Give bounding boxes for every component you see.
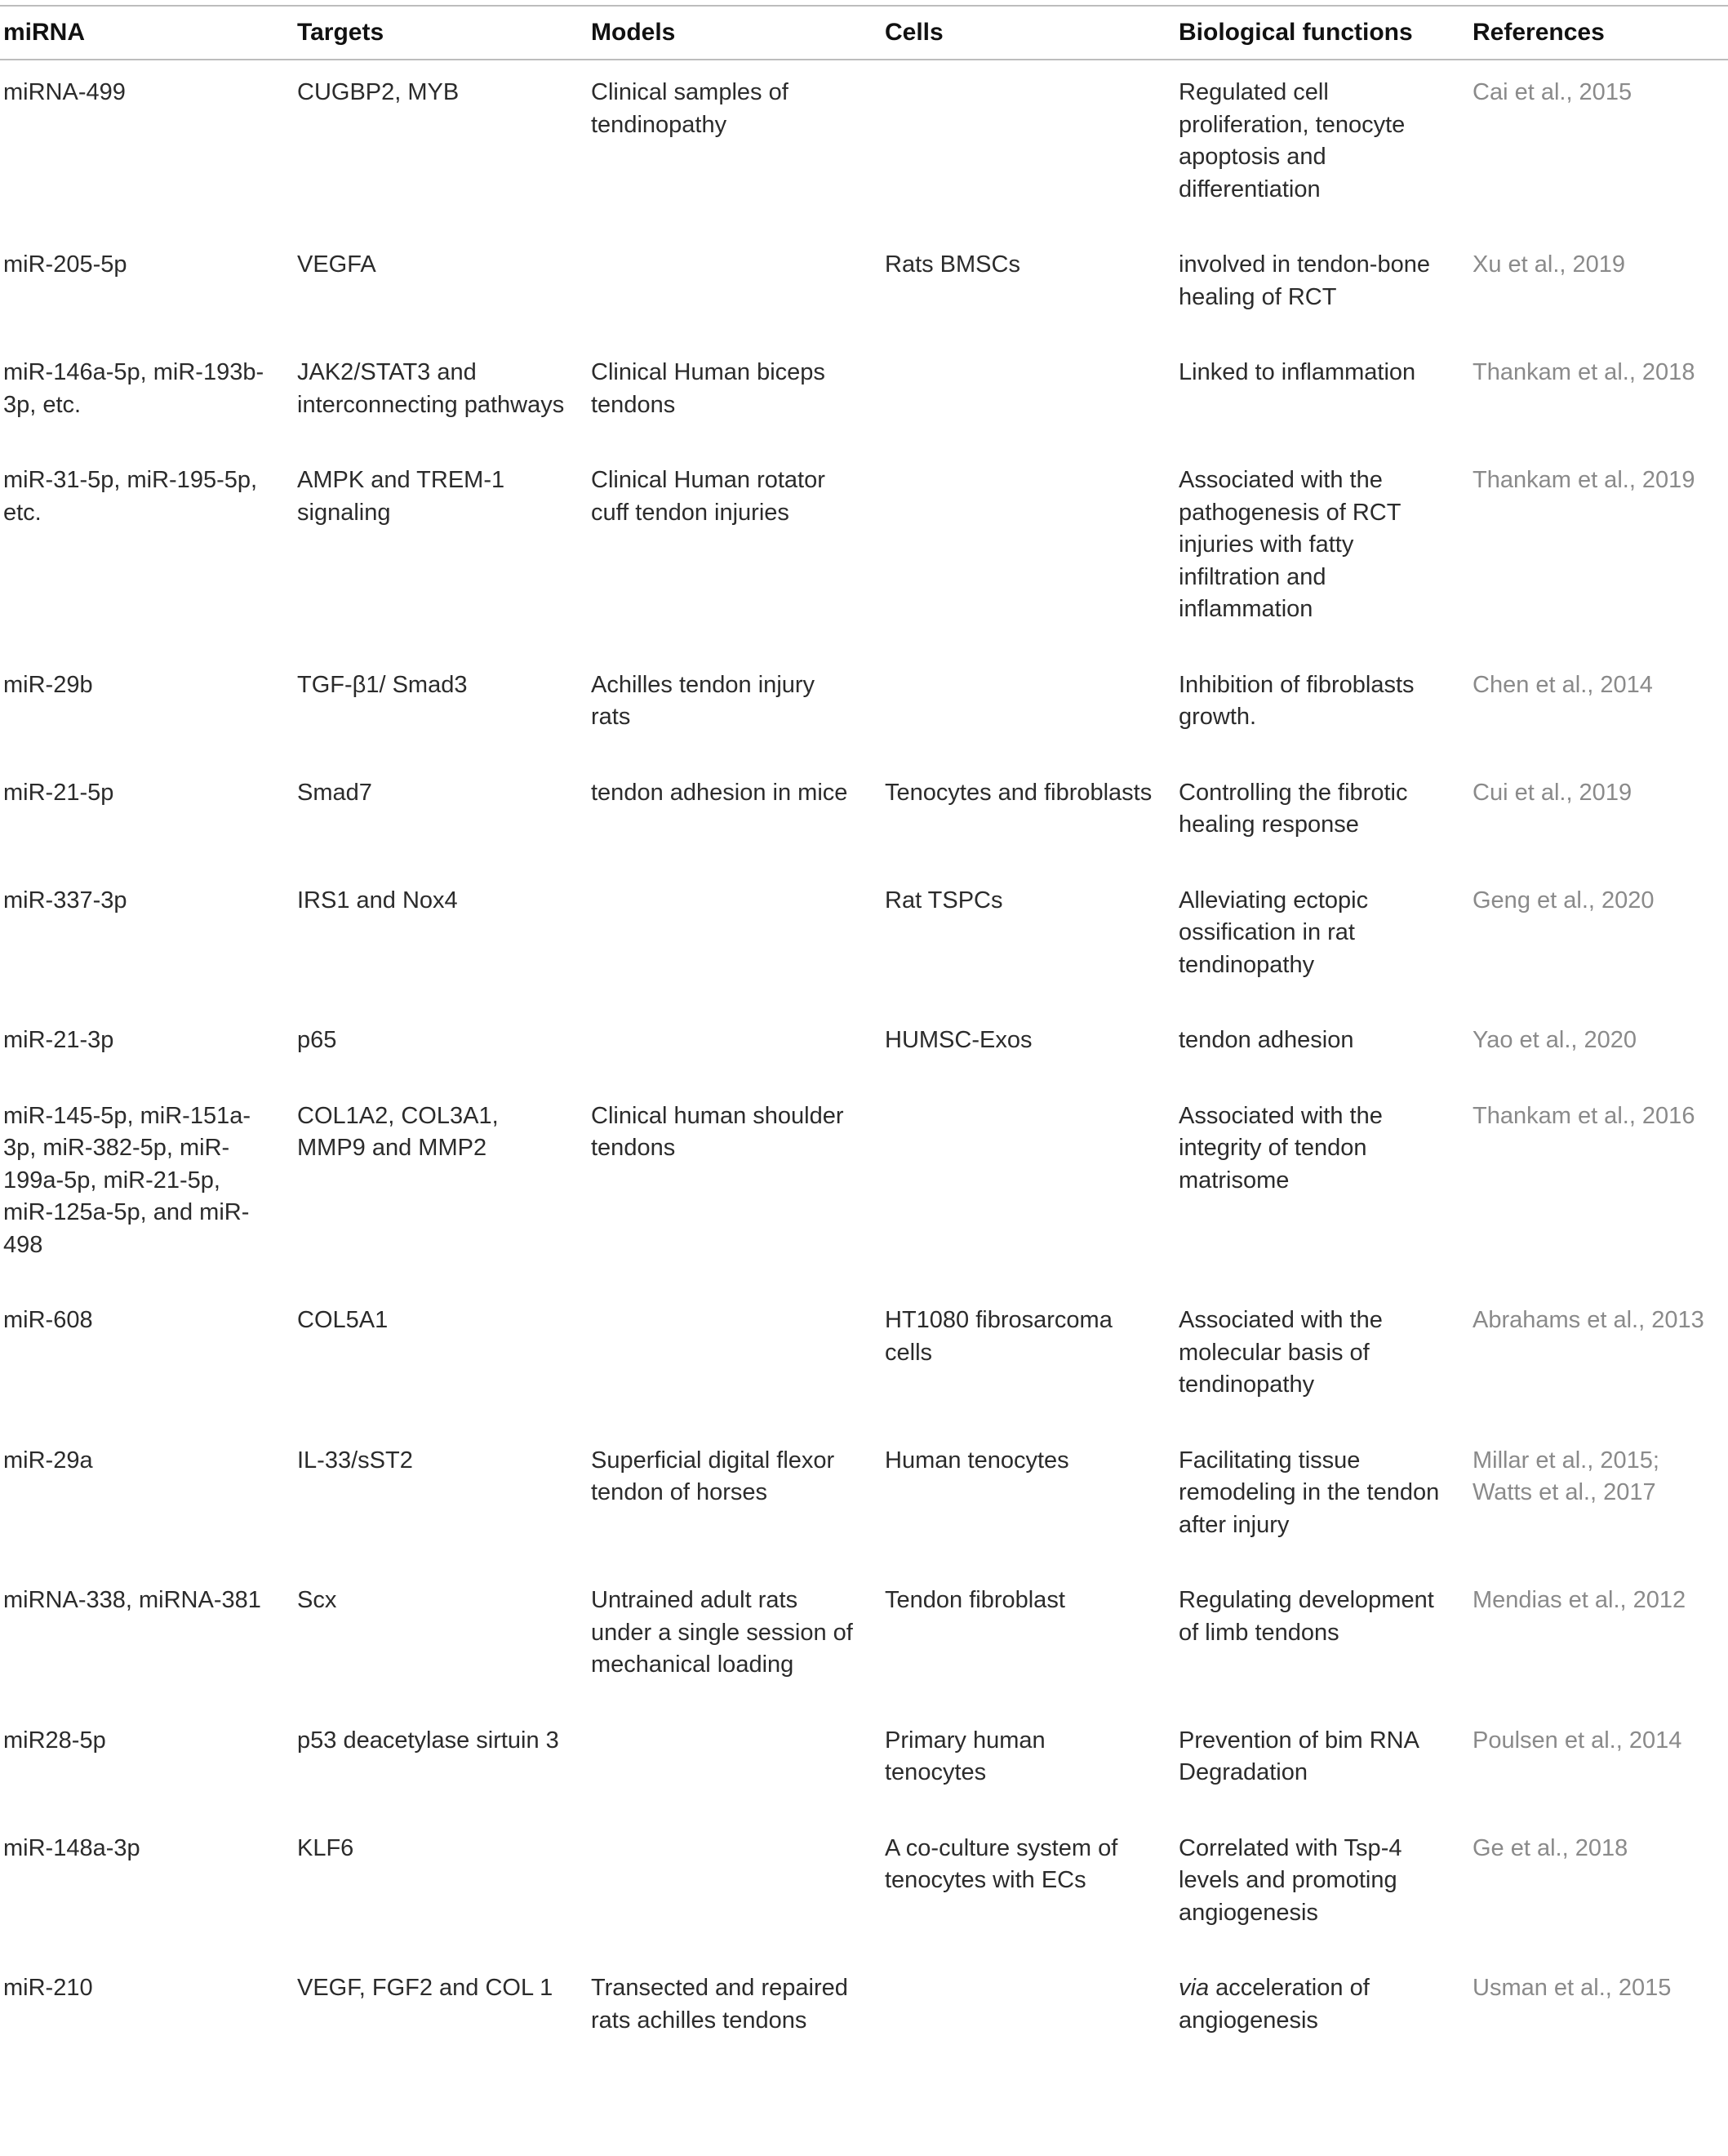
cell-mirna: miR-31-5p, miR-195-5p, etc. (3, 467, 258, 526)
cell-reference-link[interactable]: Chen et al., 2014 (1473, 671, 1653, 698)
header-models: Models (591, 19, 676, 46)
cell-mirna: miR-21-5p (3, 779, 114, 806)
cell-functions: Associated with the molecular basis of tendinopathy (1179, 1307, 1383, 1398)
table-row (0, 1430, 1728, 1571)
cell-models: Superficial digital flexor tendon of horses (591, 1447, 835, 1505)
cell-cells: A co-culture system of tenocytes with ECs (885, 1834, 1118, 1893)
cell-mirna: miRNA-499 (3, 79, 126, 105)
cell-cells: Tendon fibroblast (885, 1587, 1065, 1613)
cell-models: Transected and repaired rats achilles tendons (591, 1975, 848, 2034)
cell-cells (882, 342, 1175, 450)
cell-reference-link[interactable]: Yao et al., 2020 (1473, 1027, 1637, 1053)
cell-models: Clinical samples of tendinopathy (591, 79, 788, 138)
cell-cells (882, 655, 1175, 762)
table-row (0, 1958, 1728, 2065)
cell-mirna: miR-148a-3p (3, 1834, 140, 1861)
cell-functions: Associated with the pathogenesis of RCT injuries with fatty infiltration and inflammation (1179, 467, 1401, 622)
cell-functions: Facilitating tissue remodeling in the tendon after injury (1179, 1447, 1440, 1538)
cell-mirna: miR-608 (3, 1307, 93, 1333)
cell-functions: Regulating development of limb tendons (1179, 1587, 1434, 1646)
cell-targets: VEGFA (297, 251, 376, 278)
table-body (0, 59, 1728, 2065)
cell-targets: IRS1 and Nox4 (297, 887, 458, 914)
cell-reference-link[interactable]: Mendias et al., 2012 (1473, 1587, 1686, 1613)
cell-cells: HT1080 fibrosarcoma cells (885, 1307, 1113, 1366)
cell-models: tendon adhesion in mice (591, 779, 848, 806)
cell-reference-link[interactable]: Xu et al., 2019 (1473, 251, 1626, 278)
table-row (0, 59, 1728, 234)
cell-targets: Smad7 (297, 779, 372, 806)
cell-cells: Human tenocytes (885, 1447, 1069, 1474)
cell-targets: COL5A1 (297, 1307, 389, 1333)
cell-models (588, 870, 882, 1011)
cell-targets: IL-33/sST2 (297, 1447, 413, 1474)
cell-cells (882, 1086, 1175, 1291)
table-row (0, 762, 1728, 870)
cell-models: Untrained adult rats under a single session of mechanical loading (591, 1587, 853, 1678)
cell-reference-link[interactable]: Thankam et al., 2019 (1473, 467, 1695, 493)
cell-models: Clinical Human rotator cuff tendon injuries (591, 467, 825, 526)
header-mirna: miRNA (3, 19, 86, 46)
cell-functions-italic: via (1179, 1975, 1210, 2001)
cell-functions: Regulated cell proliferation, tenocyte apoptosis and differentiation (1179, 79, 1406, 202)
cell-targets: JAK2/STAT3 and interconnecting pathways (297, 359, 565, 418)
cell-functions-rest: acceleration of angiogenesis (1179, 1975, 1370, 2034)
header-references: References (1473, 19, 1605, 46)
cell-mirna: miR-29a (3, 1447, 93, 1474)
cell-reference-link[interactable]: Millar et al., 2015; Watts et al., 2017 (1473, 1447, 1659, 1505)
cell-mirna: miR-337-3p (3, 887, 127, 914)
cell-mirna: miR-146a-5p, miR-193b-3p, etc. (3, 359, 264, 418)
cell-functions: involved in tendon-bone healing of RCT (1179, 251, 1430, 310)
table-header-row (0, 7, 1728, 59)
table-row (0, 870, 1728, 1011)
header-biological-functions: Biological functions (1179, 19, 1413, 46)
cell-cells: HUMSC-Exos (885, 1027, 1033, 1053)
cell-models: Clinical Human biceps tendons (591, 359, 825, 418)
cell-mirna: miRNA-338, miRNA-381 (3, 1587, 261, 1613)
cell-mirna: miR-21-3p (3, 1027, 114, 1053)
cell-reference-link[interactable]: Thankam et al., 2016 (1473, 1102, 1695, 1129)
cell-functions: Inhibition of fibroblasts growth. (1179, 671, 1415, 730)
cell-cells: Rats BMSCs (885, 251, 1020, 278)
cell-models: Achilles tendon injury rats (591, 671, 815, 730)
cell-targets: AMPK and TREM-1 signaling (297, 467, 505, 526)
table-row (0, 1818, 1728, 1958)
table-row (0, 450, 1728, 655)
cell-cells (882, 1958, 1175, 2065)
cell-targets: KLF6 (297, 1834, 354, 1861)
cell-targets: p65 (297, 1027, 337, 1053)
cell-reference-link[interactable]: Cui et al., 2019 (1473, 779, 1632, 806)
table-row (0, 655, 1728, 762)
table-row (0, 1086, 1728, 1291)
cell-cells: Tenocytes and fibroblasts (885, 779, 1153, 806)
cell-targets: TGF-β1/ Smad3 (297, 671, 468, 698)
cell-targets: p53 deacetylase sirtuin 3 (297, 1727, 559, 1754)
cell-models (588, 1818, 882, 1958)
cell-cells: Rat TSPCs (885, 887, 1003, 914)
cell-reference-link[interactable]: Abrahams et al., 2013 (1473, 1307, 1704, 1333)
cell-functions: Prevention of bim RNA Degradation (1179, 1727, 1419, 1785)
cell-reference-link[interactable]: Ge et al., 2018 (1473, 1834, 1628, 1861)
cell-targets: Scx (297, 1587, 337, 1613)
cell-cells: Primary human tenocytes (885, 1727, 1046, 1785)
header-targets: Targets (297, 19, 384, 46)
cell-functions: Associated with the integrity of tendon matrisome (1179, 1102, 1383, 1194)
cell-mirna: miR-205-5p (3, 251, 127, 278)
header-cells: Cells (885, 19, 944, 46)
table-row (0, 1570, 1728, 1710)
cell-reference-link[interactable]: Usman et al., 2015 (1473, 1975, 1672, 2001)
table-row (0, 342, 1728, 450)
cell-reference-link[interactable]: Thankam et al., 2018 (1473, 359, 1695, 385)
cell-functions: Linked to inflammation (1179, 359, 1416, 385)
cell-models (588, 1710, 882, 1818)
cell-mirna: miR-210 (3, 1975, 93, 2001)
cell-models (588, 234, 882, 342)
cell-functions: Alleviating ectopic ossification in rat tendinopathy (1179, 887, 1369, 978)
cell-cells (882, 59, 1175, 234)
table-row (0, 1010, 1728, 1086)
cell-targets: COL1A2, COL3A1, MMP9 and MMP2 (297, 1102, 499, 1161)
cell-models: Clinical human shoulder tendons (591, 1102, 844, 1161)
table-row (0, 1710, 1728, 1818)
cell-targets: VEGF, FGF2 and COL 1 (297, 1975, 553, 2001)
cell-functions: Correlated with Tsp-4 levels and promoting angiogenesis (1179, 1834, 1402, 1926)
cell-mirna: miR28-5p (3, 1727, 106, 1754)
cell-functions (1175, 1958, 1469, 2065)
cell-mirna: miR-29b (3, 671, 93, 698)
cell-functions: Controlling the fibrotic healing response (1179, 779, 1408, 838)
cell-models (588, 1290, 882, 1430)
cell-targets: CUGBP2, MYB (297, 79, 460, 105)
cell-mirna: miR-145-5p, miR-151a-3p, miR-382-5p, miR-199a-5p, miR-21-5p, miR-125a-5p, and miR-498 (3, 1102, 251, 1258)
mirna-table (0, 7, 1728, 2065)
cell-cells (882, 450, 1175, 655)
table-row (0, 1290, 1728, 1430)
cell-reference-link[interactable]: Cai et al., 2015 (1473, 79, 1632, 105)
cell-reference-link[interactable]: Geng et al., 2020 (1473, 887, 1655, 914)
cell-reference-link[interactable]: Poulsen et al., 2014 (1473, 1727, 1682, 1754)
cell-models (588, 1010, 882, 1086)
table-row (0, 234, 1728, 342)
cell-functions: tendon adhesion (1179, 1027, 1354, 1053)
